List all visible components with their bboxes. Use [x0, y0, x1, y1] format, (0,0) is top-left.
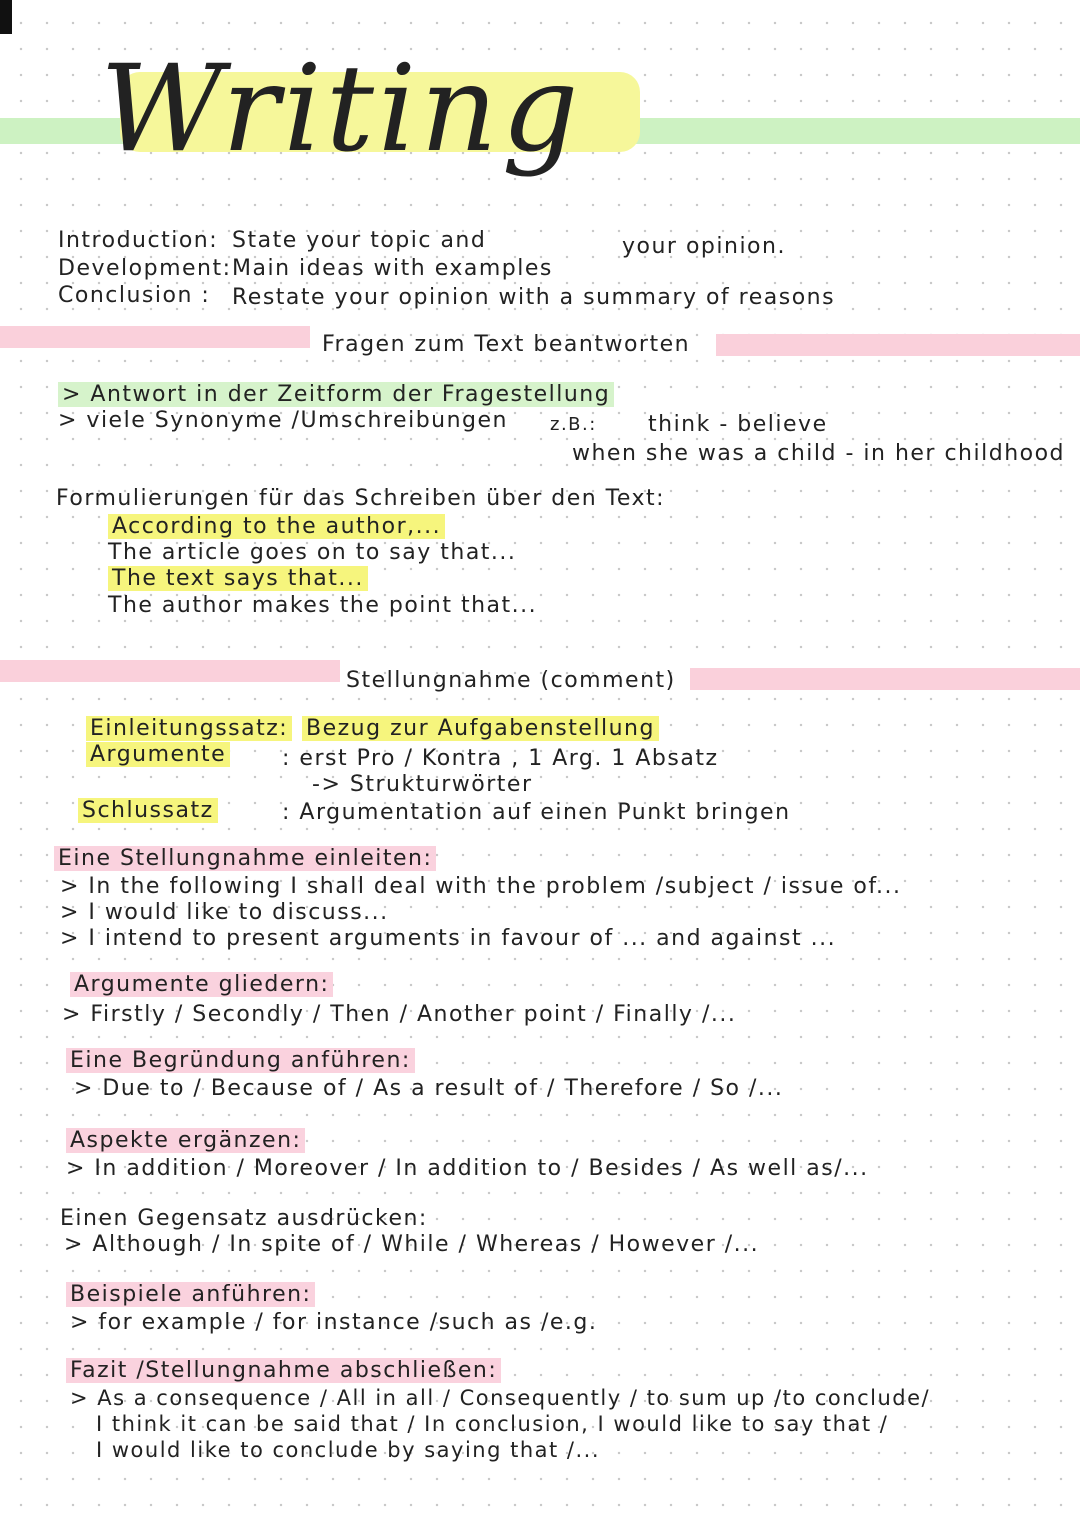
section-aspekte-heading [66, 1128, 305, 1153]
conclusion-text: Restate your opinion with a summary of reasons [232, 285, 836, 310]
schlussatz-label [78, 798, 218, 823]
fragen-bullet-2: > viele Synonyme /Umschreibungen [58, 408, 508, 433]
section-einleiten-line-3: > I intend to present arguments in favour of ... and against ... [60, 926, 837, 951]
fragen-band-left [0, 326, 310, 348]
fragen-band-right [716, 334, 1080, 356]
section-aspekte-heading-text: Aspekte ergänzen: [66, 1128, 305, 1153]
fragen-bullet-1 [58, 382, 614, 407]
conclusion-label: Conclusion : [58, 283, 211, 308]
schlussatz-text: : Argumentation auf einen Punkt bringen [282, 800, 791, 825]
stellungnahme-heading: Stellungnahme (comment) [346, 668, 676, 693]
section-aspekte-line-1: > In addition / Moreover / In addition to / Besides / As well as/... [66, 1156, 869, 1181]
fragen-heading: Fragen zum Text beantworten [322, 332, 691, 357]
section-beispiele-heading [66, 1282, 315, 1307]
development-label: Development: [58, 256, 232, 281]
section-fazit-heading-text: Fazit /Stellungnahme abschließen: [66, 1358, 501, 1383]
formulierung-item-1 [108, 514, 445, 539]
section-gliedern-line-1: > Firstly / Secondly / Then / Another point / Finally /... [62, 1002, 737, 1027]
introduction-tail: your opinion. [622, 234, 786, 259]
introduction-label: Introduction: [58, 228, 219, 253]
einleitung-text [302, 716, 659, 741]
section-gliedern-heading-text: Argumente gliedern: [70, 972, 333, 997]
formulierung-item-4: The author makes the point that... [108, 593, 538, 618]
fragen-example-2: when she was a child - in her childhood [572, 441, 1066, 466]
fragen-example-1: think - believe [648, 412, 828, 437]
argumente-text: : erst Pro / Kontra , 1 Arg. 1 Absatz [282, 746, 719, 771]
section-fazit-line-2: I think it can be said that / In conclusion, I would like to say that / [96, 1412, 889, 1436]
formulierung-item-1-text: According to the author,... [108, 514, 445, 539]
stellungnahme-band-left [0, 660, 340, 682]
section-einleiten-heading [54, 846, 436, 871]
formulierungen-heading: Formulierungen für das Schreiben über den Text: [56, 486, 666, 511]
development-text: Main ideas with examples [232, 256, 553, 281]
section-beispiele-line-1: > for example / for instance /such as /e.g. [70, 1310, 598, 1335]
einleitung-label [86, 716, 292, 741]
argumente-label-text: Argumente [86, 742, 230, 767]
scan-corner-mark [0, 0, 12, 34]
section-einleiten-heading-text: Eine Stellungnahme einleiten: [54, 846, 436, 871]
section-gegensatz-heading: Einen Gegensatz ausdrücken: [60, 1206, 428, 1231]
schlussatz-label-text: Schlussatz [78, 798, 218, 823]
argumente-label [86, 742, 230, 767]
section-fazit-line-1: > As a consequence / All in all / Consequently / to sum up /to conclude/ [70, 1386, 931, 1410]
section-fazit-line-3: I would like to conclude by saying that /... [96, 1438, 601, 1462]
strukturwoerter: -> Strukturwörter [312, 772, 533, 797]
section-begruendung-heading-text: Eine Begründung anführen: [66, 1048, 415, 1073]
introduction-text: State your topic and [232, 228, 487, 253]
einleitung-label-text: Einleitungssatz: [86, 716, 292, 741]
formulierung-item-3 [108, 566, 368, 591]
formulierung-item-2: The article goes on to say that... [108, 540, 517, 565]
fragen-bullet-1-text: > Antwort in der Zeitform der Fragestellung [58, 382, 614, 407]
section-fazit-heading [66, 1358, 501, 1383]
section-begruendung-heading [66, 1048, 415, 1073]
page-title: Writing [100, 40, 583, 179]
section-begruendung-line-1: > Due to / Because of / As a result of / Therefore / So /... [74, 1076, 784, 1101]
section-beispiele-heading-text: Beispiele anführen: [66, 1282, 315, 1307]
einleitung-text-value: Bezug zur Aufgabenstellung [302, 716, 659, 741]
fragen-zb: z.B.: [550, 414, 597, 435]
section-gliedern-heading [70, 972, 333, 997]
section-gegensatz-line-1: > Although / In spite of / While / Whereas / However /... [64, 1232, 760, 1257]
formulierung-item-3-text: The text says that... [108, 566, 368, 591]
section-einleiten-line-2: > I would like to discuss... [60, 900, 389, 925]
stellungnahme-band-right [690, 668, 1080, 690]
section-einleiten-line-1: > In the following I shall deal with the problem /subject / issue of... [60, 874, 902, 899]
